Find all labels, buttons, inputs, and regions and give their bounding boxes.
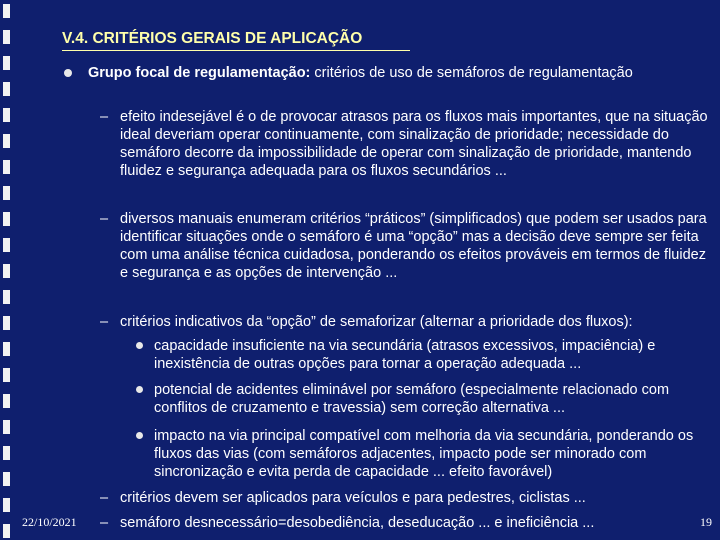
bullet-dot <box>136 386 143 393</box>
border-dash <box>3 186 10 200</box>
border-dash <box>3 134 10 148</box>
dash-marker: – <box>99 109 109 125</box>
footer-date: 22/10/2021 <box>22 515 77 529</box>
bullet-dot <box>64 69 72 77</box>
left-dash-border <box>0 0 12 540</box>
border-dash <box>3 290 10 304</box>
border-dash <box>3 394 10 408</box>
border-dash <box>3 212 10 226</box>
dash-marker: – <box>99 211 109 227</box>
dash-item-text: efeito indesejável é o de provocar atrasos para os fluxos mais importantes, que na situação ideal deveriam operar continuamente, com sinalização de prioridade; necessidade do semáforo decorre da impossibilidade de operar com sinalização de prioridade, mantendo fluidez e segurança adequada para os fluxos secundários ... <box>120 109 708 179</box>
subitem-text: impacto na via principal compatível com melhoria da via secundária, ponderando os fluxos das vias (com semáforos adjacentes, impacto pode ser minorado com sincronização e evita perda de capacidade ... efeito favorável) <box>154 428 694 480</box>
border-dash <box>3 56 10 70</box>
dash-marker: – <box>99 490 109 506</box>
border-dash <box>3 108 10 122</box>
title-underline <box>62 50 410 51</box>
main-bullet-rest: critérios de uso de semáforos de regulamentação <box>310 65 633 81</box>
border-dash <box>3 316 10 330</box>
subitem-text: capacidade insuficiente na via secundária (atrasos excessivos, impaciência) e inexistência de outras opções para tornar a operação adequada ... <box>154 338 656 372</box>
border-dash <box>3 446 10 460</box>
dash-item-text: diversos manuais enumeram critérios “práticos” (simplificados) que podem ser usados para identificar situações onde o semáforo é uma “opção” mas a decisão deve sempre ser feita com uma análise técnica cuidadosa, ponderando os efeitos prováveis em termos de fluidez e segurança e as opções de intervenção ... <box>120 211 707 281</box>
page-number: 19 <box>700 515 712 529</box>
border-dash <box>3 368 10 382</box>
border-dash <box>3 342 10 356</box>
border-dash <box>3 472 10 486</box>
border-dash <box>3 82 10 96</box>
main-bullet-text <box>88 64 633 82</box>
slide-title: V.4. CRITÉRIOS GERAIS DE APLICAÇÃO <box>62 30 363 47</box>
main-bullet-lead: Grupo focal de regulamentação: <box>88 65 311 81</box>
dash-marker: – <box>99 314 109 330</box>
border-dash <box>3 4 10 18</box>
border-dash <box>3 524 10 538</box>
border-dash <box>3 420 10 434</box>
dash-marker: – <box>99 515 109 531</box>
border-dash <box>3 30 10 44</box>
bullet-dot <box>136 432 143 439</box>
border-dash <box>3 160 10 174</box>
dash-item-text: critérios devem ser aplicados para veículos e para pedestres, ciclistas ... <box>120 490 586 506</box>
dash-item-text: semáforo desnecessário=desobediência, deseducação ... e ineficiência ... <box>120 515 595 531</box>
border-dash <box>3 498 10 512</box>
bullet-dot <box>136 342 143 349</box>
dash-item-text: critérios indicativos da “opção” de semaforizar (alternar a prioridade dos fluxos): <box>120 314 633 330</box>
subitem-text: potencial de acidentes eliminável por semáforo (especialmente relacionado com conflitos de cruzamento e travessia) sem correção alternativa ... <box>154 382 670 416</box>
border-dash <box>3 264 10 278</box>
border-dash <box>3 238 10 252</box>
